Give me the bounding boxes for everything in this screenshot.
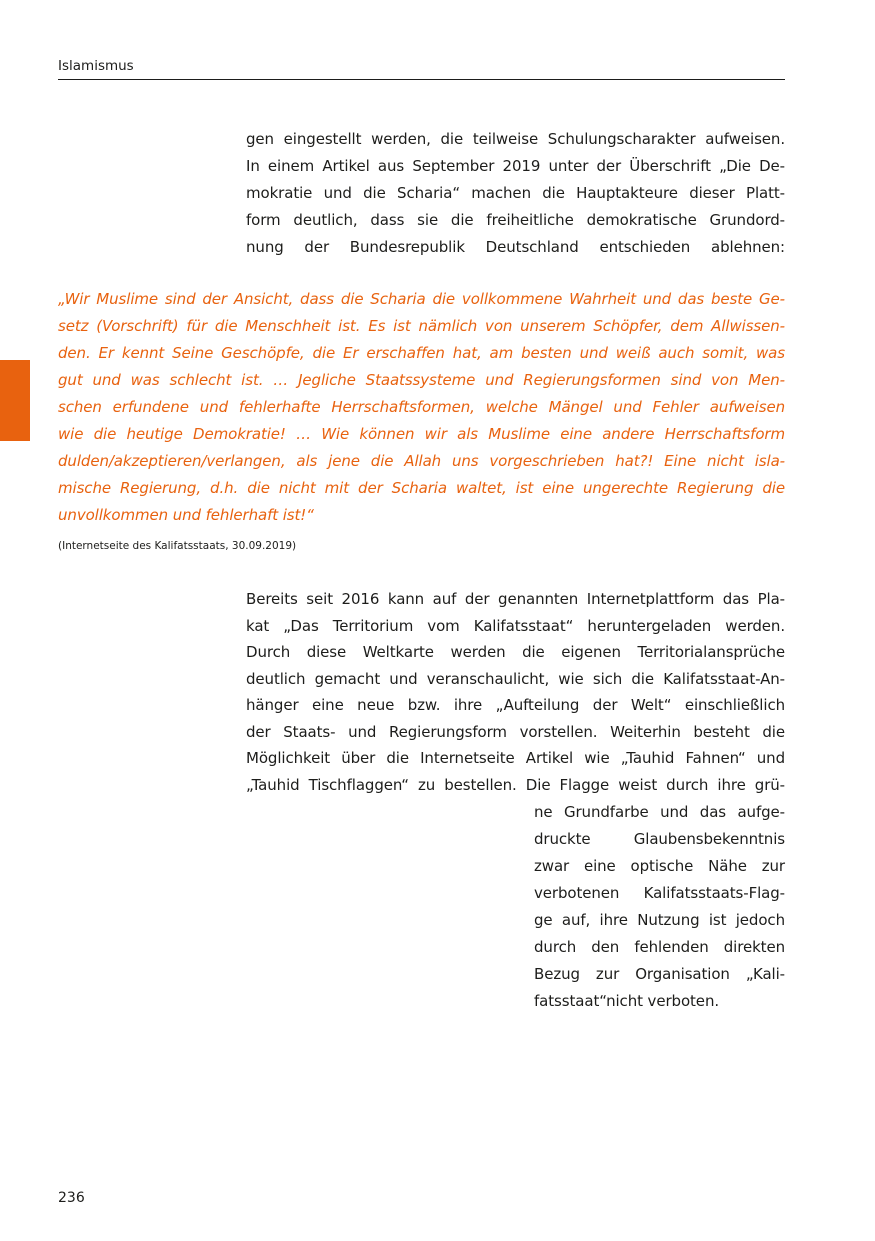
quote-line: wie die heutige Demokratie! … Wie können wir als Muslime eine andere Herrschaftsform xyxy=(58,425,785,443)
intro-line: In einem Artikel aus September 2019 unter der Überschrift „Die De- xyxy=(246,157,785,175)
quote-line: setz (Vorschrift) für die Menschheit ist. Es ist nämlich von unserem Schöpfer, dem Allwissen- xyxy=(58,317,785,335)
running-header: Islamismus xyxy=(58,57,785,80)
body-line: „Tauhid Tischflaggen“ zu bestellen. Die Flagge weist durch ihre grü- xyxy=(246,775,785,794)
narrow-line: Bezug zur Organisation „Kali- xyxy=(534,965,785,983)
narrow-line: zwar eine optische Nähe zur xyxy=(534,857,785,875)
body-line: Bereits seit 2016 kann auf der genannten Internetplattform das Pla- xyxy=(246,590,785,608)
quote-line: gut und was schlecht ist. … Jegliche Staatssysteme und Regierungsformen sind von Men- xyxy=(58,371,785,389)
quote-line: dulden/akzeptieren/verlangen, als jene die Allah uns vorgeschrieben hat?! Eine nicht isla- xyxy=(58,452,785,470)
narrow-line: durch den fehlenden direkten xyxy=(534,938,785,956)
intro-line: mokratie und die Scharia“ machen die Hauptakteure dieser Platt- xyxy=(246,184,785,202)
body-line: hänger eine neue bzw. ihre „Aufteilung der Welt“ einschließlich xyxy=(246,696,785,714)
intro-line: nung der Bundesrepublik Deutschland entschieden ablehnen: xyxy=(246,238,785,256)
quote-line: den. Er kennt Seine Geschöpfe, die Er erschaffen hat, am besten und weiß auch somit, was xyxy=(58,344,785,362)
narrow-line: ge auf, ihre Nutzung ist jedoch xyxy=(534,911,785,929)
body-line: Möglichkeit über die Internetseite Artikel wie „Tauhid Fahnen“ und xyxy=(246,749,785,767)
narrow-line: druckte Glaubensbekenntnis xyxy=(534,830,785,848)
narrow-line: verbotenen Kalifatsstaats-Flag- xyxy=(534,884,785,902)
quote-line: „Wir Muslime sind der Ansicht, dass die Scharia die vollkommene Wahrheit und das beste Ge- xyxy=(58,290,785,308)
quote-line: unvollkommen und fehlerhaft ist!“ xyxy=(58,506,314,524)
chapter-marker-tab xyxy=(0,360,30,441)
body-line: kat „Das Territorium vom Kalifatsstaat“ heruntergeladen werden. xyxy=(246,616,785,635)
narrow-line: ne Grundfarbe und das aufge- xyxy=(534,803,785,821)
narrow-line: fatsstaat“nicht verboten. xyxy=(534,992,720,1010)
page-number: 236 xyxy=(58,1190,85,1206)
body-line: deutlich gemacht und veranschaulicht, wie sich die Kalifatsstaat-An- xyxy=(246,669,785,688)
intro-line: form deutlich, dass sie die freiheitliche demokratische Grundord- xyxy=(246,211,785,229)
quote-line: mische Regierung, d.h. die nicht mit der Scharia waltet, ist eine ungerechte Regierung die xyxy=(58,479,785,497)
quote-line: schen erfundene und fehlerhafte Herrschaftsformen, welche Mängel und Fehler aufweisen xyxy=(58,398,785,416)
quote-source: (Internetseite des Kalifatsstaats, 30.09.2019) xyxy=(58,540,297,552)
body-line: Durch diese Weltkarte werden die eigenen Territorialansprüche xyxy=(246,643,785,661)
intro-line: gen eingestellt werden, die teilweise Schulungscharakter aufweisen. xyxy=(246,130,785,148)
body-line: der Staats- und Regierungsform vorstellen. Weiterhin besteht die xyxy=(246,722,785,741)
